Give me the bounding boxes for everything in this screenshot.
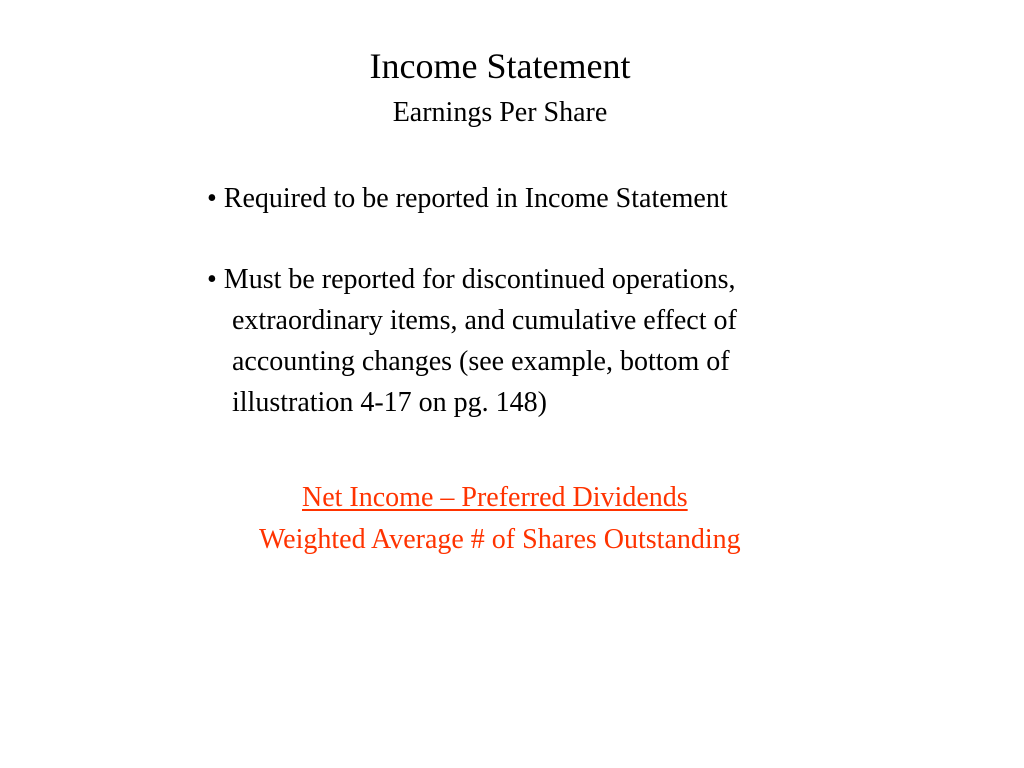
bullet-line: • Must be reported for discontinued operations,	[207, 264, 736, 295]
eps-formula-numerator: Net Income – Preferred Dividends	[302, 482, 688, 513]
eps-formula-denominator: Weighted Average # of Shares Outstanding	[259, 524, 741, 555]
bullet-line: illustration 4-17 on pg. 148)	[232, 387, 547, 418]
bullet-item	[207, 259, 887, 423]
bullet-item	[207, 178, 887, 219]
slide-subtitle: Earnings Per Share	[392, 97, 608, 128]
slide-title: Income Statement	[369, 46, 631, 86]
bullet-line: • Required to be reported in Income Statement	[207, 183, 728, 214]
bullet-list	[207, 178, 887, 423]
bullet-line: extraordinary items, and cumulative effect of	[232, 305, 737, 336]
bullet-line: accounting changes (see example, bottom of	[232, 346, 730, 377]
